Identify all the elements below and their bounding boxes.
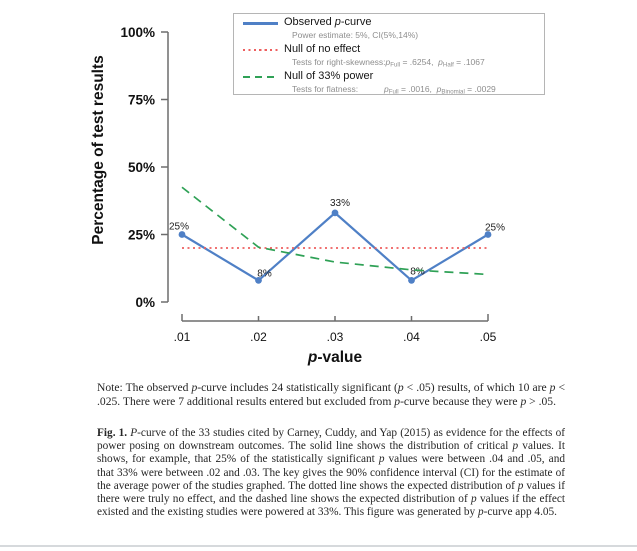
legend-row-observed bbox=[234, 16, 544, 40]
legend-row-null-33 bbox=[234, 70, 544, 98]
legend-sample-1 bbox=[243, 49, 278, 51]
y-tick-label: 25% bbox=[127, 227, 155, 243]
point-label: 25% bbox=[484, 222, 506, 234]
legend-label-null-effect: Null of no effect bbox=[284, 43, 361, 55]
y-tick-label: 0% bbox=[135, 295, 155, 310]
y-tick-label: 75% bbox=[127, 92, 155, 108]
x-tick-label: .03 bbox=[326, 330, 344, 344]
legend-label-null-33: Null of 33% power bbox=[284, 70, 374, 82]
point-label: 33% bbox=[329, 197, 351, 209]
legend-sub-null-effect: Tests for right-$skewness:p_{Full} = .6254$, $p_{Half} = .1067$ bbox=[292, 57, 485, 69]
x-tick-label: .05 bbox=[479, 330, 497, 344]
point-label: 8% bbox=[410, 266, 425, 278]
series-line-solid bbox=[182, 213, 488, 281]
legend-row-null-effect bbox=[234, 43, 544, 71]
figure-caption: Fig. 1. P-curve of the 33 studies cited by Carney, Cuddy, and Yap (2015) as evidence for the effects of power posing on downstream outcomes. The solid line shows the distribution of critical p values. It shows, for example, that 25% of the statistically significant p values were between .04 and .05, and that 33% were between .02 and .03. The key gives the 90% confidence interval (CI) for the estimate of the average power of the studies graphed. The dotted line shows the expected distribution of p values if there were truly no effect, and the dashed line shows the expected distribution of p values if the effect existed and the existing studies were powered at 33%. This figure was generated by p-curve app 4.05. bbox=[97, 427, 566, 519]
y-axis-title: Percentage of test results bbox=[90, 55, 107, 245]
point-label: 8% bbox=[257, 268, 272, 280]
y-tick-label: 100% bbox=[120, 25, 155, 40]
figure-note: Note: The observed p-curve includes 24 statistically significant (p < .05) results, of which 10 are p < .025. There were 7 additional results entered but excluded from p-curve because they were p > .05. bbox=[97, 381, 565, 409]
data-point-marker bbox=[332, 210, 339, 217]
legend-sample-2 bbox=[243, 76, 278, 78]
legend-label-observed: Observed p-curve bbox=[284, 16, 372, 28]
legend-sub-null-33: Tests for flatness: $p_{Full} = .0016$, $p_{Binomial} = .0029$ bbox=[292, 84, 496, 96]
legend-sample-0 bbox=[243, 22, 278, 25]
legend-sub-observed: Power estimate: 5%, CI(5%,14%) bbox=[292, 30, 419, 40]
bottom-divider bbox=[0, 545, 637, 547]
x-tick-label: .01 bbox=[173, 330, 191, 344]
x-axis-title: p-value bbox=[307, 349, 363, 366]
y-tick-label: 50% bbox=[127, 160, 155, 175]
chart-legend bbox=[233, 13, 545, 95]
point-label: 25% bbox=[168, 221, 190, 233]
x-tick-label: .02 bbox=[250, 330, 267, 344]
data-point-marker bbox=[408, 277, 415, 284]
x-tick-label: .04 bbox=[403, 330, 420, 344]
